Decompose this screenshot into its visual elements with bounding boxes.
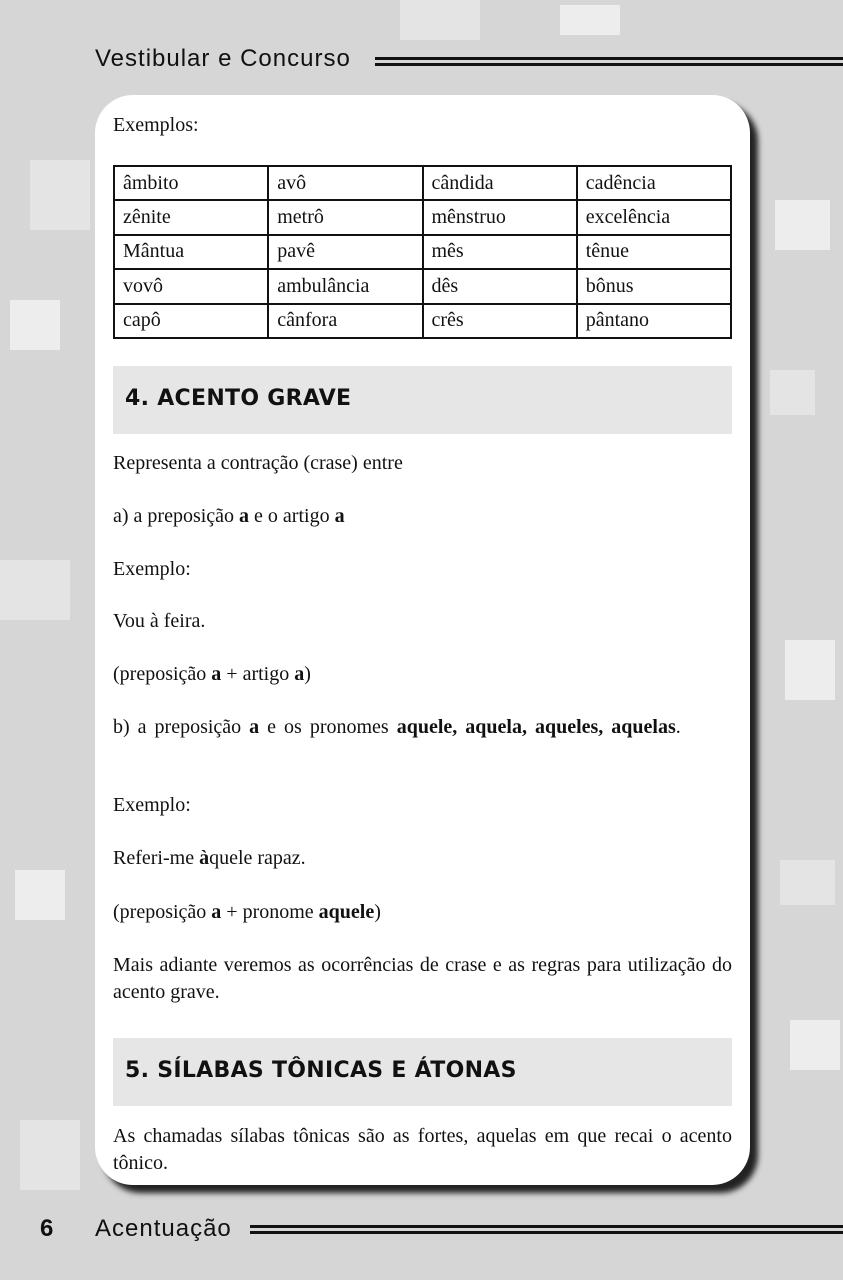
paragraph: Mais adiante veremos as ocorrências de crase e as regras para utilização do acento grave. bbox=[113, 954, 732, 1003]
paragraph: Representa a contração (crase) entre bbox=[113, 452, 403, 474]
paragraph: b) a preposição a e os pronomes aquele, aquela, aqueles, aquelas. bbox=[113, 716, 681, 738]
table-row bbox=[114, 304, 731, 338]
paragraph: a) a preposição a e o artigo a bbox=[113, 505, 345, 527]
table-cell: metrô bbox=[268, 200, 422, 234]
table-cell: vovô bbox=[114, 269, 268, 303]
bg-square bbox=[785, 640, 835, 700]
bg-square bbox=[15, 870, 65, 920]
table-cell: âmbito bbox=[114, 166, 268, 200]
table-row bbox=[114, 166, 731, 200]
bg-square bbox=[770, 370, 815, 415]
paragraph: Referi-me àquele rapaz. bbox=[113, 847, 306, 869]
table-cell: mênstruo bbox=[423, 200, 577, 234]
examples-table bbox=[113, 165, 732, 339]
footer-rule bbox=[250, 1225, 843, 1234]
page-number: 6 bbox=[40, 1215, 54, 1242]
running-footer: Acentuação bbox=[95, 1215, 232, 1242]
paragraph: Vou à feira. bbox=[113, 610, 206, 632]
table-cell: bônus bbox=[577, 269, 731, 303]
section-heading-4 bbox=[113, 366, 732, 434]
paragraph: (preposição a + pronome aquele) bbox=[113, 901, 381, 923]
table-cell: avô bbox=[268, 166, 422, 200]
bg-square bbox=[30, 160, 90, 230]
paragraph: As chamadas sílabas tônicas são as fortes, aquelas em que recai o acento tônico. bbox=[113, 1125, 732, 1174]
bg-square bbox=[775, 200, 830, 250]
header-rule bbox=[375, 57, 843, 66]
table-cell: excelência bbox=[577, 200, 731, 234]
bg-square bbox=[780, 860, 835, 905]
examples-label: Exemplos: bbox=[113, 114, 199, 136]
table-cell: crês bbox=[423, 304, 577, 338]
table-cell: tênue bbox=[577, 235, 731, 269]
section-title: 5. SÍLABAS TÔNICAS E ÁTONAS bbox=[125, 1058, 517, 1083]
paragraph: (preposição a + artigo a) bbox=[113, 663, 311, 685]
bg-square bbox=[790, 1020, 840, 1070]
table-cell: pavê bbox=[268, 235, 422, 269]
table-cell: mês bbox=[423, 235, 577, 269]
bg-square bbox=[0, 560, 70, 620]
section-heading-5 bbox=[113, 1038, 732, 1106]
table-row bbox=[114, 269, 731, 303]
table-row bbox=[114, 235, 731, 269]
bg-square bbox=[10, 300, 60, 350]
paragraph: Exemplo: bbox=[113, 558, 191, 580]
table-row bbox=[114, 200, 731, 234]
table-cell: ambulância bbox=[268, 269, 422, 303]
table-cell: cândida bbox=[423, 166, 577, 200]
table-cell: cânfora bbox=[268, 304, 422, 338]
table-cell: pântano bbox=[577, 304, 731, 338]
table-cell: Mântua bbox=[114, 235, 268, 269]
table-cell: cadência bbox=[577, 166, 731, 200]
bg-square bbox=[400, 0, 480, 40]
bg-square bbox=[560, 5, 620, 35]
running-header: Vestibular e Concurso bbox=[95, 45, 351, 72]
paragraph: Exemplo: bbox=[113, 794, 191, 816]
bg-square bbox=[20, 1120, 80, 1190]
section-title: 4. ACENTO GRAVE bbox=[125, 386, 352, 411]
table-cell: zênite bbox=[114, 200, 268, 234]
table-cell: dês bbox=[423, 269, 577, 303]
table-cell: capô bbox=[114, 304, 268, 338]
